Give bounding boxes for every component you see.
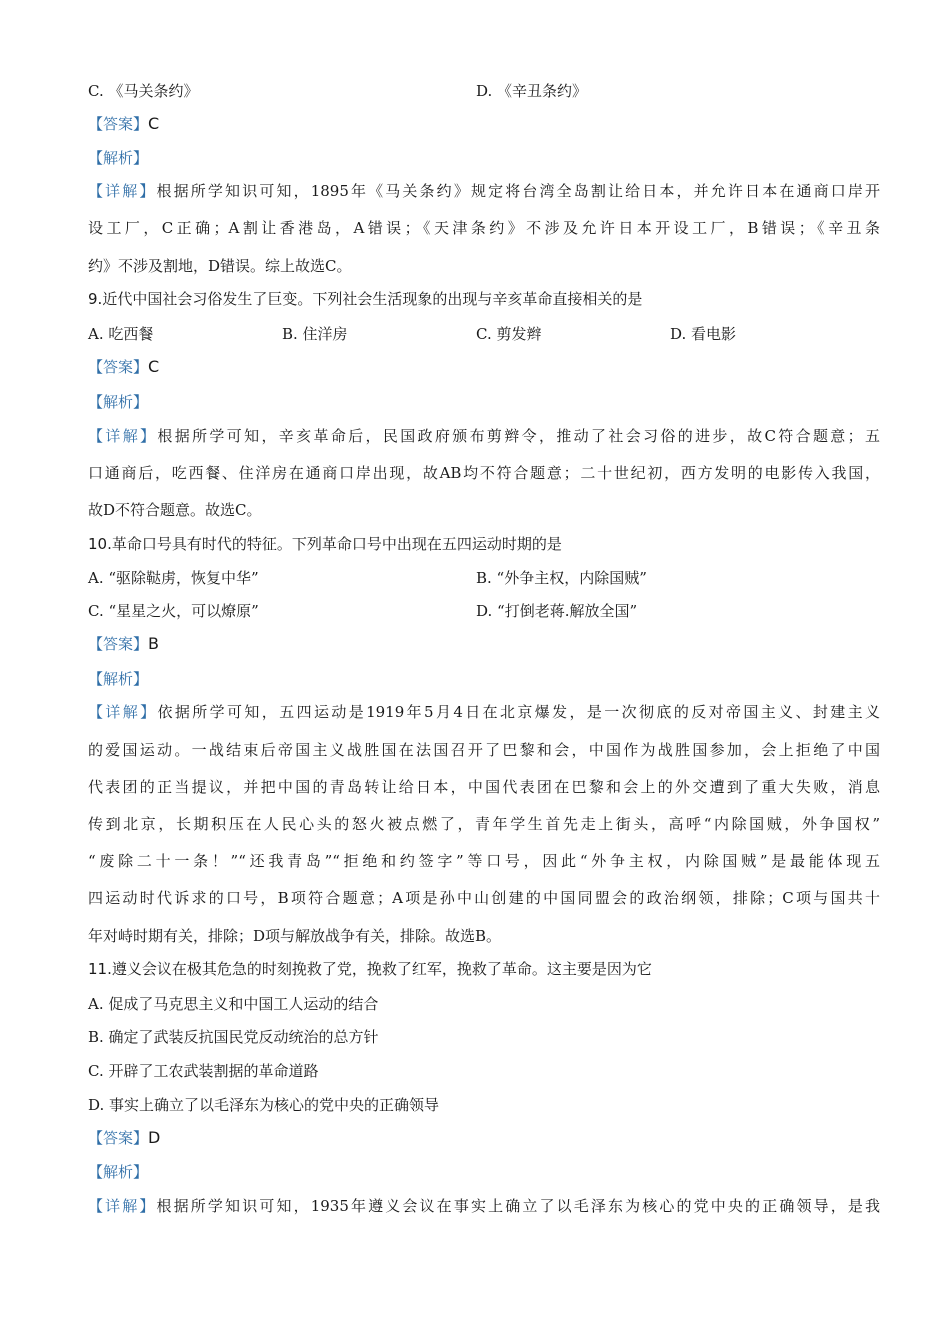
q8-detail-line: 约》不涉及割地，D错误。综上故选C。	[88, 257, 352, 275]
detail-tag: 【详解】	[88, 182, 157, 200]
answer-tag: 【答案】	[88, 115, 149, 133]
q9-analysis-heading	[88, 392, 880, 412]
analysis-tag: 【解析】	[88, 1163, 149, 1181]
q11-option-a: A. 促成了马克思主义和中国工人运动的结合	[88, 995, 379, 1013]
q9-option-b: B. 住洋房	[282, 325, 348, 343]
q10-option-c: C. “星星之火，可以燎原”	[88, 602, 259, 620]
answer-tag: 【答案】	[88, 358, 149, 376]
answer-value: B	[148, 634, 159, 653]
answer-tag: 【答案】	[88, 1129, 149, 1147]
q8-option-d: D. 《辛丑条约》	[476, 82, 588, 100]
q11-analysis-heading	[88, 1162, 880, 1182]
question-text: 近代中国社会习俗发生了巨变。下列社会生活现象的出现与辛亥革命直接相关的是	[102, 290, 643, 308]
analysis-tag: 【解析】	[88, 670, 149, 688]
q9-option-d: D. 看电影	[670, 325, 737, 343]
question-text: 革命口号具有时代的特征。下列革命口号中出现在五四运动时期的是	[111, 535, 562, 553]
q11-stem	[88, 959, 880, 979]
q11-answer	[88, 1128, 880, 1148]
question-number: 10.	[88, 535, 112, 553]
q10-answer	[88, 634, 880, 654]
q11-detail-line	[88, 1196, 880, 1216]
q10-option-b: B. “外争主权，内除国贼”	[476, 569, 647, 587]
q11-option-c: C. 开辟了工农武装割据的革命道路	[88, 1062, 319, 1080]
q9-answer	[88, 357, 880, 377]
question-number: 11.	[88, 960, 112, 978]
q11-option-b: B. 确定了武装反抗国民党反动统治的总方针	[88, 1028, 379, 1046]
q10-stem	[88, 534, 880, 554]
q10-detail-line: 代表团的正当提议，并把中国的青岛转让给日本，中国代表团在巴黎和会上的外交遭到了重大失败，消息	[88, 778, 880, 796]
q9-detail-line	[88, 426, 880, 446]
detail-text: 根据所学知识可知，1935年遵义会议在事实上确立了以毛泽东为核心的党中央的正确领导，是我	[156, 1197, 880, 1215]
q11-option-d: D. 事实上确立了以毛泽东为核心的党中央的正确领导	[88, 1096, 440, 1114]
q10-option-a: A. “驱除鞑虏，恢复中华”	[88, 569, 259, 587]
detail-tag: 【详解】	[88, 1197, 157, 1215]
q8-answer	[88, 114, 880, 134]
q9-option-a: A. 吃西餐	[88, 325, 154, 343]
answer-tag: 【答案】	[88, 635, 149, 653]
q10-detail-line: 的爱国运动。一战结束后帝国主义战胜国在法国召开了巴黎和会，中国作为战胜国参加，会上拒绝了中国	[88, 741, 880, 759]
q10-option-d: D. “打倒老蒋.解放全国”	[476, 602, 638, 620]
detail-text: 根据所学可知，辛亥革命后，民国政府颁布剪辫令，推动了社会习俗的进步，故C符合题意；五	[157, 427, 880, 445]
q10-detail-line: 年对峙时期有关，排除；D项与解放战争有关，排除。故选B。	[88, 927, 502, 945]
answer-value: C	[148, 114, 160, 133]
detail-text: 依据所学可知，五四运动是1919年5月4日在北京爆发，是一次彻底的反对帝国主义、封建主义	[157, 703, 880, 721]
analysis-tag: 【解析】	[88, 393, 149, 411]
question-text: 遵义会议在极其危急的时刻挽救了党，挽救了红军，挽救了革命。这主要是因为它	[111, 960, 652, 978]
q9-stem	[88, 289, 880, 309]
analysis-tag: 【解析】	[88, 149, 149, 167]
detail-text: 根据所学知识可知，1895年《马关条约》规定将台湾全岛割让给日本，并允许日本在通商口岸开	[156, 182, 880, 200]
detail-tag: 【详解】	[88, 703, 158, 721]
q9-detail-line: 故D不符合题意。故选C。	[88, 501, 262, 519]
q8-detail-line: 设工厂，C正确；A割让香港岛，A错误；《天津条约》不涉及允许日本开设工厂，B错误；《辛丑条	[88, 219, 880, 237]
q8-option-c: C. 《马关条约》	[88, 82, 199, 100]
q10-detail-line	[88, 702, 880, 722]
q10-detail-line: 传到北京，长期积压在人民心头的怒火被点燃了，青年学生首先走上街头，高呼“内除国贼，外争国权”	[88, 815, 880, 833]
q8-analysis-heading	[88, 148, 880, 168]
question-number: 9.	[88, 290, 103, 308]
q10-detail-line: 四运动时代诉求的口号，B项符合题意；A项是孙中山创建的中国同盟会的政治纲领，排除；C项与国共十	[88, 889, 880, 907]
answer-value: D	[148, 1128, 161, 1147]
q8-detail-line	[88, 181, 880, 201]
q9-option-c: C. 剪发辫	[476, 325, 542, 343]
answer-value: C	[148, 357, 160, 376]
q10-detail-line: “废除二十一条！”“还我青岛”“拒绝和约签字”等口号，因此“外争主权，内除国贼”是最能体现五	[88, 852, 880, 870]
detail-tag: 【详解】	[88, 427, 158, 445]
q9-detail-line: 口通商后，吃西餐、住洋房在通商口岸出现，故AB均不符合题意；二十世纪初，西方发明的电影传入我国，	[88, 464, 880, 482]
q10-analysis-heading	[88, 669, 880, 689]
